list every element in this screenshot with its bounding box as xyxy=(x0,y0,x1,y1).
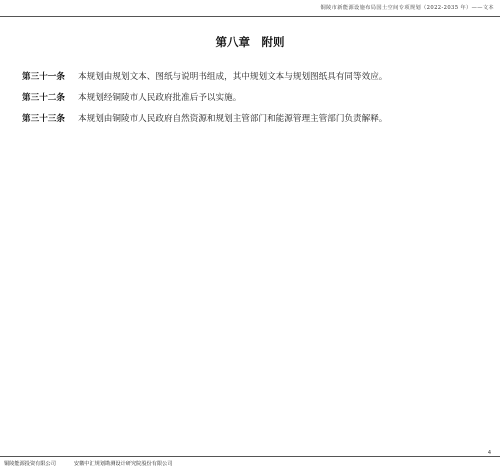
article-text: 本规划由规划文本、图纸与说明书组成，其中规划文本与规划图纸具有同等效应。 xyxy=(78,72,388,82)
article-text: 本规划经铜陵市人民政府批准后予以实施。 xyxy=(78,93,242,103)
article-31 xyxy=(22,72,492,83)
header-divider xyxy=(0,16,500,17)
article-label: 第三十二条 xyxy=(22,93,65,103)
running-header: 铜陵市新能源设施布局国土空间专项规划（2022-2035 年）——文本 xyxy=(320,5,494,11)
article-label: 第三十三条 xyxy=(22,114,65,124)
article-32 xyxy=(22,93,492,104)
footer-divider xyxy=(0,456,500,457)
article-text: 本规划由铜陵市人民政府自然资源和规划主管部门和能源管理主管部门负责解释。 xyxy=(78,114,388,124)
footer xyxy=(4,460,172,467)
footer-company-1: 铜陵能源投资有限公司 xyxy=(4,461,56,467)
article-list xyxy=(22,72,492,135)
chapter-title: 第八章 附则 xyxy=(215,35,285,49)
article-33 xyxy=(22,114,492,125)
article-label: 第三十一条 xyxy=(22,72,65,82)
footer-company-2: 安徽中汇规划勘测设计研究院股份有限公司 xyxy=(73,461,173,467)
page-number: 4 xyxy=(487,450,491,456)
